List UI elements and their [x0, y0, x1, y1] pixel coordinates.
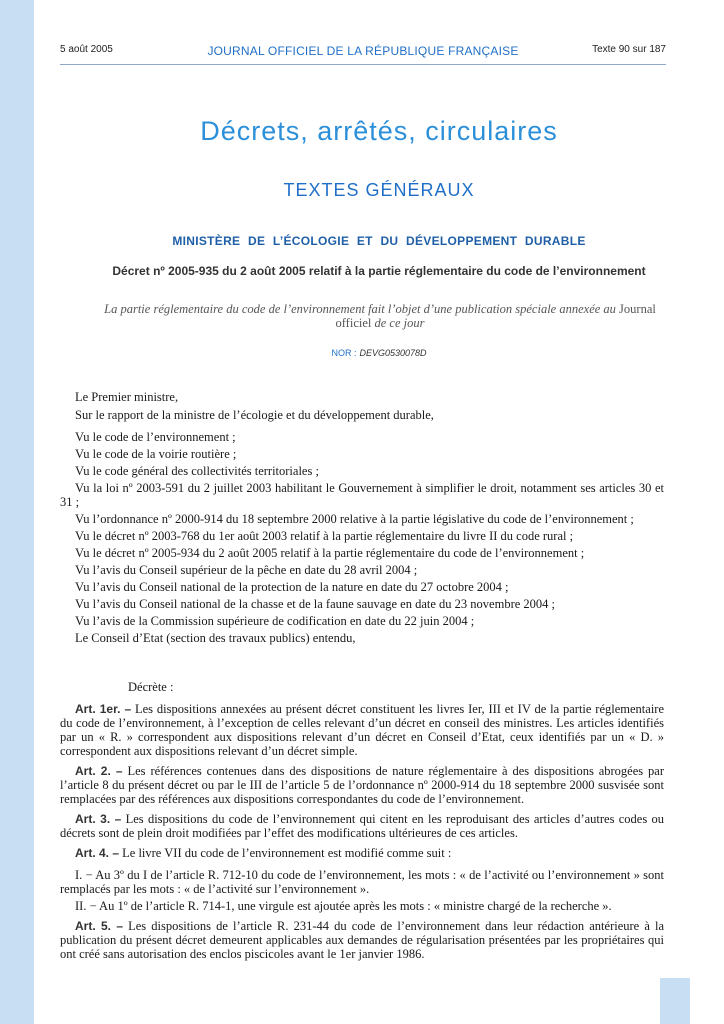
- preamble: [60, 390, 664, 422]
- article-text: Les dispositions annexées au présent décret constituent les livres Ier, III et IV de la partie réglementaire du code de l’environnement, à l’exception de celles relevant d’un décret en conseil des ministres. Les articles identifiés par un « R. » correspondent aux dispositions relevant d’un décret en Conseil d’Etat, ceux identifiés par un « D. » correspondent aux dispositions relevant d’un décret simple.: [60, 702, 665, 758]
- decrete-line: Décrète :: [128, 680, 174, 694]
- visa-line: Vu le décret nº 2005-934 du 2 août 2005 relatif à la partie réglementaire du code de l’environnement ;: [75, 546, 585, 560]
- nor-label: NOR :: [331, 348, 357, 358]
- article: [60, 919, 664, 961]
- note-journal: Journal officiel: [335, 302, 656, 330]
- publication-date: 5 août 2005: [60, 44, 113, 55]
- visa-line: Vu l’avis du Conseil national de la protection de la nature en date du 27 octobre 2004 ;: [75, 580, 509, 594]
- article: [60, 702, 664, 758]
- visa-line: Vu le code de l’environnement ;: [75, 430, 236, 444]
- articles: [60, 702, 664, 961]
- visa-line: Vu l’avis de la Commission supérieure de codification en date du 22 juin 2004 ;: [75, 614, 475, 628]
- visa-line: Le Conseil d’Etat (section des travaux publics) entendu,: [75, 631, 356, 645]
- visas: [60, 430, 664, 645]
- note-part2: de ce jour: [374, 316, 425, 330]
- journal-name: JOURNAL OFFICIEL DE LA RÉPUBLIQUE FRANÇAISE: [207, 44, 519, 58]
- article-text: Le livre VII du code de l’environnement est modifié comme suit :: [122, 846, 452, 860]
- article: [60, 846, 664, 860]
- article-label: Art. 2. –: [75, 764, 123, 778]
- preamble-line: Sur le rapport de la ministre de l’écologie et du développement durable,: [75, 408, 434, 422]
- section-subtitle: TEXTES GÉNÉRAUX: [283, 180, 475, 200]
- text-number: Texte 90 sur 187: [592, 44, 666, 55]
- section-title: Décrets, arrêtés, circulaires: [200, 116, 558, 146]
- note-part1: La partie réglementaire du code de l’environnement fait l’objet d’une publication spéciale annexée au: [104, 302, 616, 316]
- article-text: Les dispositions de l’article R. 231-44 du code de l’environnement dans leur rédaction antérieure à la publication du présent décret demeurent applicables aux demandes de régularisation présentées par les propriétaires qui ont créé sans autorisation des enclos piscicoles avant le 1er janvier 1986.: [60, 919, 665, 961]
- visa-line: Vu l’avis du Conseil supérieur de la pêche en date du 28 avril 2004 ;: [75, 563, 418, 577]
- article-label: Art. 1er. –: [75, 702, 132, 716]
- article-label: Art. 3. –: [75, 812, 122, 826]
- visa-line: Vu le code général des collectivités territoriales ;: [75, 464, 319, 478]
- decree-title: Décret nº 2005-935 du 2 août 2005 relatif à la partie réglementaire du code de l’environnement: [112, 264, 646, 278]
- nor-value: DEVG0530078D: [359, 348, 427, 358]
- visa-line: Vu le décret nº 2003-768 du 1er août 2003 relatif à la partie réglementaire du livre II du code rural ;: [75, 529, 574, 543]
- visa-line: Vu le code de la voirie routière ;: [75, 447, 237, 461]
- decrete: [60, 680, 664, 694]
- article-item: I. − Au 3º du I de l’article R. 712-10 du code de l’environnement, les mots : « de l’activité ou l’environnement » sont remplacés par les mots : « de l’activité sur l’environnement ».: [60, 868, 664, 896]
- ministry-name: MINISTÈRE DE L’ÉCOLOGIE ET DU DÉVELOPPEMENT DURABLE: [172, 234, 586, 248]
- visa-line: Vu l’ordonnance nº 2000-914 du 18 septembre 2000 relative à la partie législative du code de l’environnement ;: [75, 512, 634, 526]
- header-divider: [60, 64, 666, 65]
- visa-line: Vu l’avis du Conseil national de la chasse et de la faune sauvage en date du 23 novembre 2004 ;: [75, 597, 556, 611]
- nor-reference: [34, 348, 724, 358]
- publication-note: [100, 302, 660, 330]
- article-text: Les références contenues dans des dispositions de nature réglementaire à des dispositions abrogées par l’article 8 du présent décret ou par le III de l’article 5 de l’ordonnance nº 2000-914 du 18 septembre 2000 susvisée sont remplacées par des références aux dispositions correspondantes du code de l’environnement.: [60, 764, 665, 806]
- page-corner-mark: [660, 978, 690, 1024]
- visa-line: Vu la loi nº 2003-591 du 2 juillet 2003 habilitant le Gouvernement à simplifier le droit, notamment ses articles 30 et 31 ;: [60, 481, 664, 509]
- article: [60, 764, 664, 806]
- article: [60, 812, 664, 840]
- article-label: Art. 4. –: [75, 846, 120, 860]
- article-item: II. − Au 1º de l’article R. 714-1, une virgule est ajoutée après les mots : « ministre chargé de la recherche ».: [75, 899, 612, 913]
- article-text: Les dispositions du code de l’environnement qui citent en les reproduisant des articles d’autres codes ou décrets sont de plein droit modifiées par l’effet des modifications ultérieures de ces articles.: [60, 812, 664, 840]
- left-margin-band: [0, 0, 34, 1024]
- article-label: Art. 5. –: [75, 919, 123, 933]
- preamble-line: Le Premier ministre,: [75, 390, 179, 404]
